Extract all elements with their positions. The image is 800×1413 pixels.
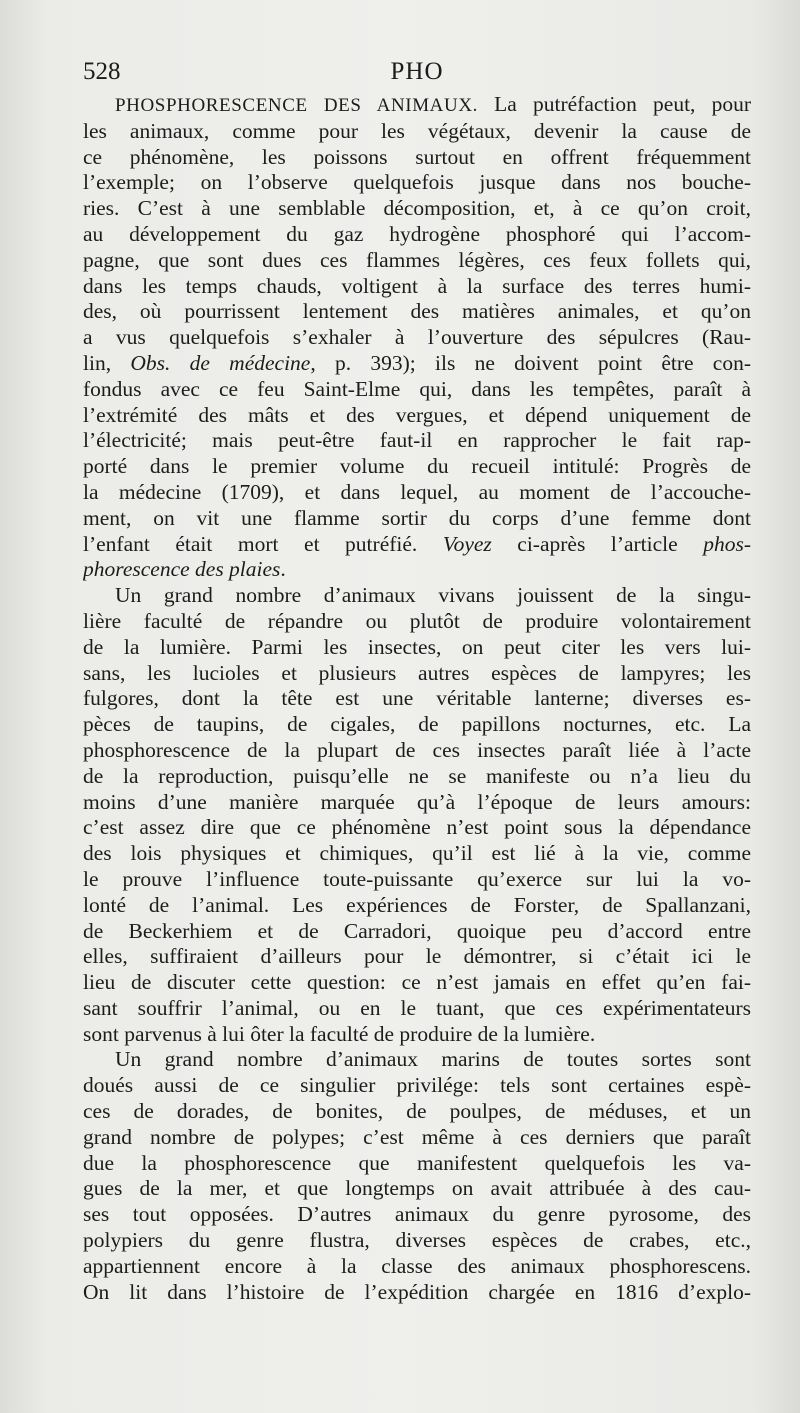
text-line: ce phénomène, les poissons surtout en offrent fréquemment <box>83 144 751 169</box>
text-line: de la lumière. Parmi les insectes, on peut citer les vers lui- <box>83 634 751 659</box>
text-line: doués aussi de ce singulier privilége: tels sont certaines espè- <box>83 1073 751 1098</box>
text-line: due la phosphorescence que manifestent quelquefois les va- <box>83 1150 751 1175</box>
text-line: pèces de taupins, de cigales, de papillons nocturnes, etc. La <box>83 712 751 737</box>
cross-reference: Voyez <box>442 531 492 556</box>
paragraph <box>83 583 751 1047</box>
text-line: pagne, que sont dues ces flammes légères, ces feux follets qui, <box>83 247 751 272</box>
text-line: grand nombre de polypes; c’est même à ces derniers que paraît <box>83 1124 751 1149</box>
text-line: l’enfant était mort et putréfié. Voyez ci-après l’article phos- <box>83 531 751 556</box>
text-line: phorescence des plaies. <box>83 557 286 582</box>
text-line: Un grand nombre d’animaux marins de toutes sortes sont <box>115 1047 751 1072</box>
text-line: On lit dans l’histoire de l’expédition chargée en 1816 d’explo- <box>83 1279 751 1304</box>
section-heading: PHOSPHORESCENCE DES ANIMAUX. <box>115 95 479 116</box>
paragraph <box>83 92 751 583</box>
text-line: des, où pourrissent lentement des matières animales, et qu’on <box>83 299 751 324</box>
text-line: l’électricité; mais peut-être faut-il en rapprocher le fait rap- <box>83 428 751 453</box>
text-line: polypiers du genre flustra, diverses espèces de crabes, etc., <box>83 1228 751 1253</box>
text-line: moins d’une manière marquée qu’à l’époque de leurs amours: <box>83 789 751 814</box>
text-line: ces de dorades, de bonites, de poulpes, de méduses, et un <box>83 1099 751 1124</box>
text-line: sont parvenus à lui ôter la faculté de produire de la lumière. <box>83 1021 596 1046</box>
body-text <box>83 92 751 1305</box>
running-head: PHO <box>390 58 444 85</box>
text-line: sant souffrir l’animal, ou en le tuant, que ces expérimentateurs <box>83 995 751 1020</box>
text-line: lieu de discuter cette question: ce n’est jamais en effet qu’en fai- <box>83 970 751 995</box>
text-line: ment, on vit une flamme sortir du corps d’une femme dont <box>83 505 751 530</box>
text-line: gues de la mer, et que longtemps on avait attribuée à des cau- <box>83 1176 751 1201</box>
citation-title: Obs. de médecine <box>130 350 311 375</box>
text-line: ses tout opposées. D’autres animaux du genre pyrosome, des <box>83 1202 751 1227</box>
page-header <box>83 58 751 92</box>
text-line: lonté de l’animal. Les expériences de Forster, de Spallanzani, <box>83 892 751 917</box>
text-line: ries. C’est à une semblable décomposition, et, à ce qu’on croit, <box>83 196 751 221</box>
text-line: appartiennent encore à la classe des animaux phosphorescens. <box>83 1253 751 1278</box>
text-line: le prouve l’influence toute-puissante qu’exerce sur lui la vo- <box>83 866 751 891</box>
text-line: la médecine (1709), et dans lequel, au moment de l’accouche- <box>83 479 751 504</box>
text-line: porté dans le premier volume du recueil intitulé: Progrès de <box>83 454 751 479</box>
text-line: elles, suffiraient d’ailleurs pour le démontrer, si c’était ici le <box>83 944 751 969</box>
text-line: de la reproduction, puisqu’elle ne se manifeste ou n’a lieu du <box>83 763 751 788</box>
text-line: l’extrémité des mâts et des vergues, et dépend uniquement de <box>83 402 751 427</box>
text-line: au développement du gaz hydrogène phosphoré qui l’accom- <box>83 221 751 246</box>
text-line: a vus quelquefois s’exhaler à l’ouverture des sépulcres (Rau- <box>83 325 751 350</box>
text-line: l’exemple; on l’observe quelquefois jusque dans nos bouche- <box>83 170 751 195</box>
text-line: dans les temps chauds, voltigent à la surface des terres humi- <box>83 273 751 298</box>
text-line: Un grand nombre d’animaux vivans jouissent de la singu- <box>115 583 751 608</box>
cross-reference-article: phorescence des plaies <box>83 557 281 582</box>
text-line: de Beckerhiem et de Carradori, quoique peu d’accord entre <box>83 918 751 943</box>
text-line: c’est assez dire que ce phénomène n’est point sous la dépendance <box>83 815 751 840</box>
text-line: PHOSPHORESCENCE DES ANIMAUX. La putréfaction peut, pour <box>115 92 751 116</box>
text-line: fondus avec ce feu Saint-Elme qui, dans les tempêtes, paraît à <box>83 376 751 401</box>
paragraph <box>83 1047 751 1305</box>
text-line: des lois physiques et chimiques, qu’il est lié à la vie, comme <box>83 841 751 866</box>
cross-reference-article: phos- <box>703 531 751 556</box>
text-line: les animaux, comme pour les végétaux, devenir la cause de <box>83 118 751 143</box>
text-line: fulgores, dont la tête est une véritable lanterne; diverses es- <box>83 686 751 711</box>
page-number: 528 <box>83 58 121 85</box>
text-line: phosphorescence de la plupart de ces insectes paraît liée à l’acte <box>83 737 751 762</box>
text-line: lin, Obs. de médecine, p. 393); ils ne doivent point être con- <box>83 350 751 375</box>
text-line: lière faculté de répandre ou plutôt de produire volontairement <box>83 608 751 633</box>
text-line: sans, les lucioles et plusieurs autres espèces de lampyres; les <box>83 660 751 685</box>
